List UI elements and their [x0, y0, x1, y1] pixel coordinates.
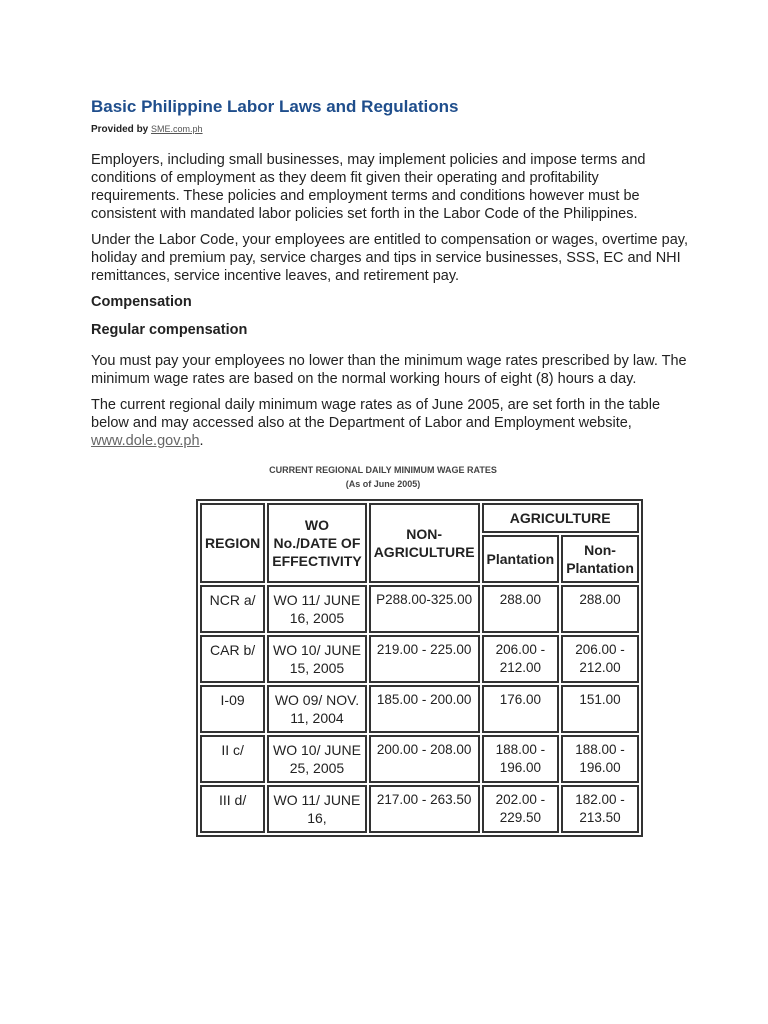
cell-plantation: 188.00 - 196.00	[482, 735, 560, 783]
header-nonagri: NON-AGRICULTURE	[369, 503, 480, 583]
current-rates-end: .	[199, 433, 204, 449]
cell-region: NCR a/	[200, 585, 265, 633]
cell-nonagri: 200.00 - 208.00	[369, 735, 480, 783]
intro-paragraph: Employers, including small businesses, may implement policies and impose terms and conditions of employment as they deem fit given their operating and profitability requirements. These policies and employment terms and conditions however must be consistent with mandated labor policies set forth in the Labor Code of the Philippines.	[91, 152, 646, 222]
cell-plantation: 288.00	[482, 585, 560, 633]
table-caption	[91, 463, 675, 491]
cell-region: CAR b/	[200, 635, 265, 683]
cell-nonagri: 185.00 - 200.00	[369, 685, 480, 733]
cell-region: I-09	[200, 685, 265, 733]
current-rates-text: The current regional daily minimum wage rates as of June 2005, are set forth in the table below and may accessed also at the Department of Labor and Employment website,	[91, 397, 661, 431]
cell-nonagri: 219.00 - 225.00	[369, 635, 480, 683]
table-header-row	[200, 503, 639, 533]
cell-wo: WO 10/ JUNE 15, 2005	[267, 635, 366, 683]
cell-nonagri: 217.00 - 263.50	[369, 785, 480, 833]
cell-nonplantation: 288.00	[561, 585, 639, 633]
cell-wo: WO 09/ NOV. 11, 2004	[267, 685, 366, 733]
cell-wo: WO 11/ JUNE 16,	[267, 785, 366, 833]
table-row	[200, 685, 639, 733]
header-wo: WO No./DATE OF EFFECTIVITY	[267, 503, 366, 583]
compensation-heading: Compensation	[91, 294, 192, 310]
cell-plantation: 176.00	[482, 685, 560, 733]
current-rates-paragraph	[91, 396, 691, 450]
entitlements-paragraph: Under the Labor Code, your employees are entitled to compensation or wages, overtime pay, holiday and premium pay, service charges and tips in service businesses, SSS, EC and NHI remittances, service incentive leaves, and retirement pay.	[91, 232, 688, 284]
cell-plantation: 202.00 - 229.50	[482, 785, 560, 833]
cell-plantation: 206.00 - 212.00	[482, 635, 560, 683]
header-plantation: Plantation	[482, 535, 560, 583]
cell-nonplantation: 182.00 - 213.50	[561, 785, 639, 833]
table-subtitle: (As of June 2005)	[345, 479, 421, 489]
regular-compensation-heading: Regular compensation	[91, 322, 248, 338]
table-title: CURRENT REGIONAL DAILY MINIMUM WAGE RATES	[269, 465, 497, 475]
provided-by	[91, 122, 691, 137]
minimum-wage-paragraph: You must pay your employees no lower than the minimum wage rates prescribed by law. The minimum wage rates are based on the normal working hours of eight (8) hours a day.	[91, 353, 687, 387]
cell-nonplantation: 206.00 - 212.00	[561, 635, 639, 683]
table-row	[200, 585, 639, 633]
wage-rates-table	[196, 499, 643, 837]
header-nonplantation: Non-Plantation	[561, 535, 639, 583]
page-title: Basic Philippine Labor Laws and Regulations	[91, 97, 459, 116]
cell-wo: WO 10/ JUNE 25, 2005	[267, 735, 366, 783]
table-row	[200, 785, 639, 833]
cell-nonplantation: 151.00	[561, 685, 639, 733]
table-row	[200, 735, 639, 783]
cell-region: II c/	[200, 735, 265, 783]
header-agriculture: AGRICULTURE	[482, 503, 639, 533]
header-region: REGION	[200, 503, 265, 583]
source-link[interactable]: SME.com.ph	[151, 124, 203, 134]
cell-region: III d/	[200, 785, 265, 833]
table-row	[200, 635, 639, 683]
cell-wo: WO 11/ JUNE 16, 2005	[267, 585, 366, 633]
document-page	[91, 96, 691, 837]
provided-by-label: Provided by	[91, 124, 149, 135]
cell-nonagri: P288.00-325.00	[369, 585, 480, 633]
cell-nonplantation: 188.00 - 196.00	[561, 735, 639, 783]
dole-link[interactable]: www.dole.gov.ph	[91, 433, 200, 449]
